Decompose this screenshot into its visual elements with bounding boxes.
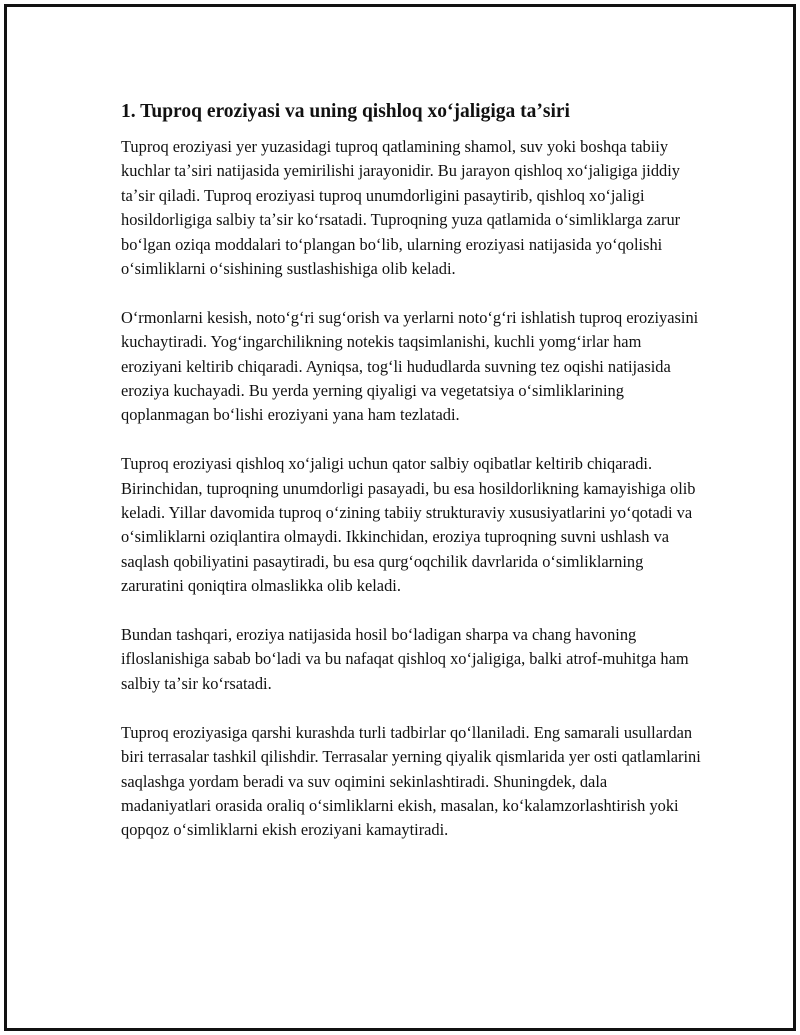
paragraph-3: Tuproq eroziyasi qishloq xoʻjaligi uchun qator salbiy oqibatlar keltirib chiqaradi. Birinchidan, tuproqning unumdorligi pasayadi, bu esa hosildorlikning kamayishiga olib keladi. Yillar davomida tuproq oʻzining tabiiy strukturaviy xususiyatlarini yoʻqotadi va oʻsimliklarni oziqlantira olmaydi. Ikkinchidan, eroziya tuproqning suvni ushlash va saqlash qobiliyatini pasaytiradi, bu esa qurgʻoqchilik davrlarida oʻsimliklarning zaruratini qoniqtira olmaslikka olib keladi.: [121, 454, 696, 596]
document-page: [4, 4, 796, 1031]
paragraph-2: Oʻrmonlarni kesish, notoʻgʻri sugʻorish va yerlarni notoʻgʻri ishlatish tuproq eroziyasini kuchaytiradi. Yogʻingarchilikning notekis taqsimlanishi, kuchli yomgʻirlar ham eroziyani keltirib chiqaradi. Ayniqsa, togʻli hududlarda suvning tez oqishi natijasida eroziya kuchayadi. Bu yerda yerning qiyaligi va vegetatsiya oʻsimliklarining qoplanmagan boʻlishi eroziyani yana ham tezlatadi.: [121, 307, 699, 425]
paragraph-4: Bundan tashqari, eroziya natijasida hosil boʻladigan sharpa va chang havoning ifloslanishiga sabab boʻladi va bu nafaqat qishloq xoʻjaligiga, balki atrof-muhitga ham salbiy taʼsir koʻrsatadi.: [121, 625, 689, 693]
paragraph-1: Tuproq eroziyasi yer yuzasidagi tuproq qatlamining shamol, suv yoki boshqa tabiiy kuchlar taʼsiri natijasida yemirilishi jarayonidir. Bu jarayon qishloq xoʻjaligiga jiddiy taʼsir qiladi. Tuproq eroziyasi tuproq unumdorligini pasaytirib, qishloq xoʻjaligi hosildorligiga salbiy taʼsir koʻrsatadi. Tuproqning yuza qatlamida oʻsimliklarga zarur boʻlgan oziqa moddalari toʻplangan boʻlib, ularning eroziyasi natijasida yoʻqolishi oʻsimliklarni oʻsishining sustlashishiga olib keladi.: [121, 137, 681, 279]
document-body: [121, 99, 701, 867]
paragraph-5: Tuproq eroziyasiga qarshi kurashda turli tadbirlar qoʻllaniladi. Eng samarali usullardan biri terrasalar tashkil qilishdir. Terrasalar yerning qiyalik qismlarida yer osti qatlamlarini saqlashga yordam beradi va suv oqimini sekinlashtiradi. Shuningdek, dala madaniyatlari orasida oraliq oʻsimliklarni ekish, masalan, koʻkalamzorlashtirish yoki qopqoz oʻsimliklarni ekish eroziyani kamaytiradi.: [121, 722, 701, 840]
section-heading: 1. Tuproq eroziyasi va uning qishloq xoʻjaligiga taʼsiri: [121, 101, 570, 122]
